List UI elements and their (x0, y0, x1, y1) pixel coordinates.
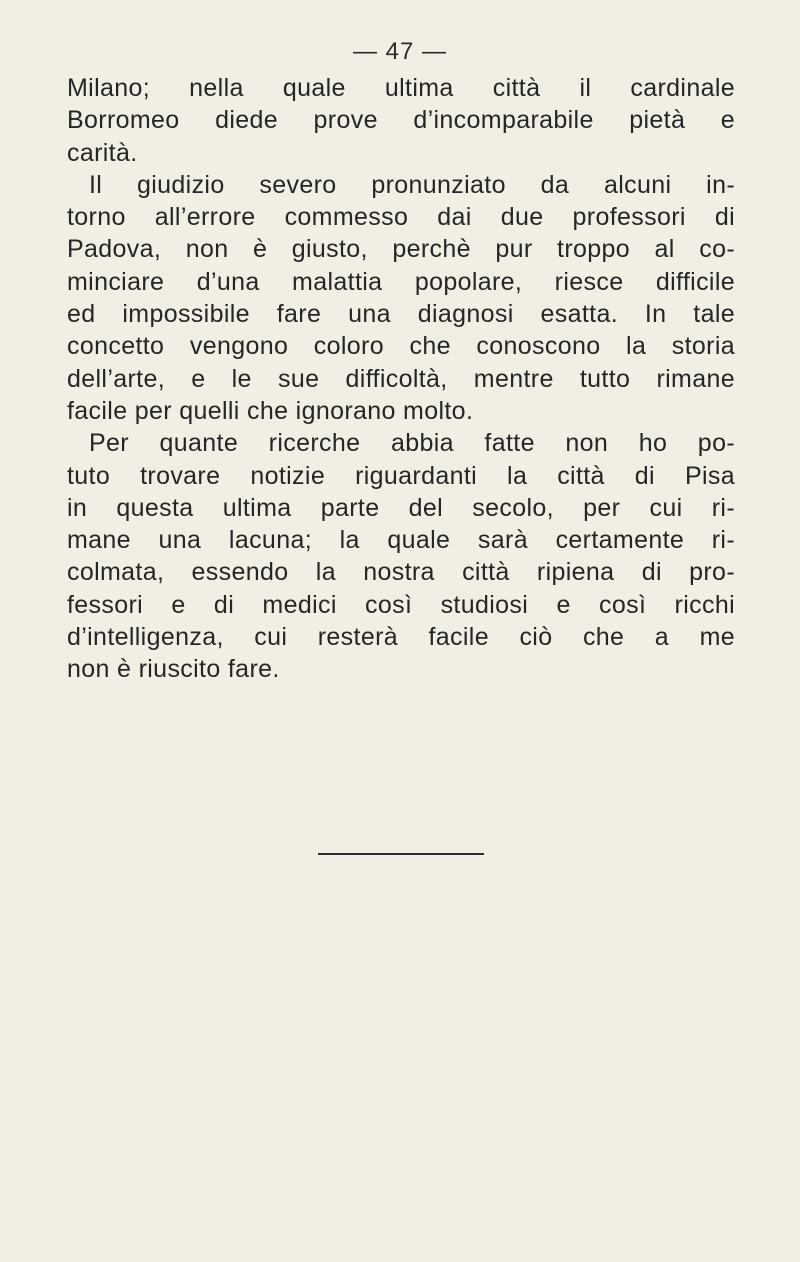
text-line: non è riuscito fare. (67, 655, 280, 684)
text-line: mane una lacuna; la quale sarà certamente ri- (67, 526, 735, 555)
text-line: Il giudizio severo pronunziato da alcuni in- (89, 170, 735, 199)
text-line: Per quante ricerche abbia fatte non ho po- (89, 429, 735, 458)
body-text (67, 72, 735, 686)
text-line: colmata, essendo la nostra città ripiena di pro- (67, 558, 735, 587)
text-line: tuto trovare notizie riguardanti la città di Pisa (67, 461, 735, 490)
text-line: carità. (67, 138, 138, 167)
text-line: minciare d’una malattia popolare, riesce difficile (67, 267, 735, 296)
text-line: Padova, non è giusto, perchè pur troppo al co- (67, 235, 735, 264)
text-line: concetto vengono coloro che conoscono la storia (67, 332, 735, 361)
text-line: Milano; nella quale ultima città il cardinale (67, 74, 735, 102)
text-line: d’intelligenza, cui resterà facile ciò che a me (67, 623, 735, 652)
text-line: Borromeo diede prove d’incomparabile pietà e (67, 106, 735, 135)
section-end-rule (318, 853, 484, 855)
text-line: torno all’errore commesso dai due professori di (67, 203, 735, 232)
text-line: facile per quelli che ignorano molto. (67, 396, 474, 425)
text-line: fessori e di medici così studiosi e così ricchi (67, 590, 735, 619)
text-line: ed impossibile fare una diagnosi esatta. In tale (67, 300, 735, 329)
text-line: in questa ultima parte del secolo, per cui ri- (67, 493, 735, 522)
page-number: — 47 — (352, 38, 448, 65)
text-line: dell’arte, e le sue difficoltà, mentre tutto rimane (67, 364, 735, 393)
